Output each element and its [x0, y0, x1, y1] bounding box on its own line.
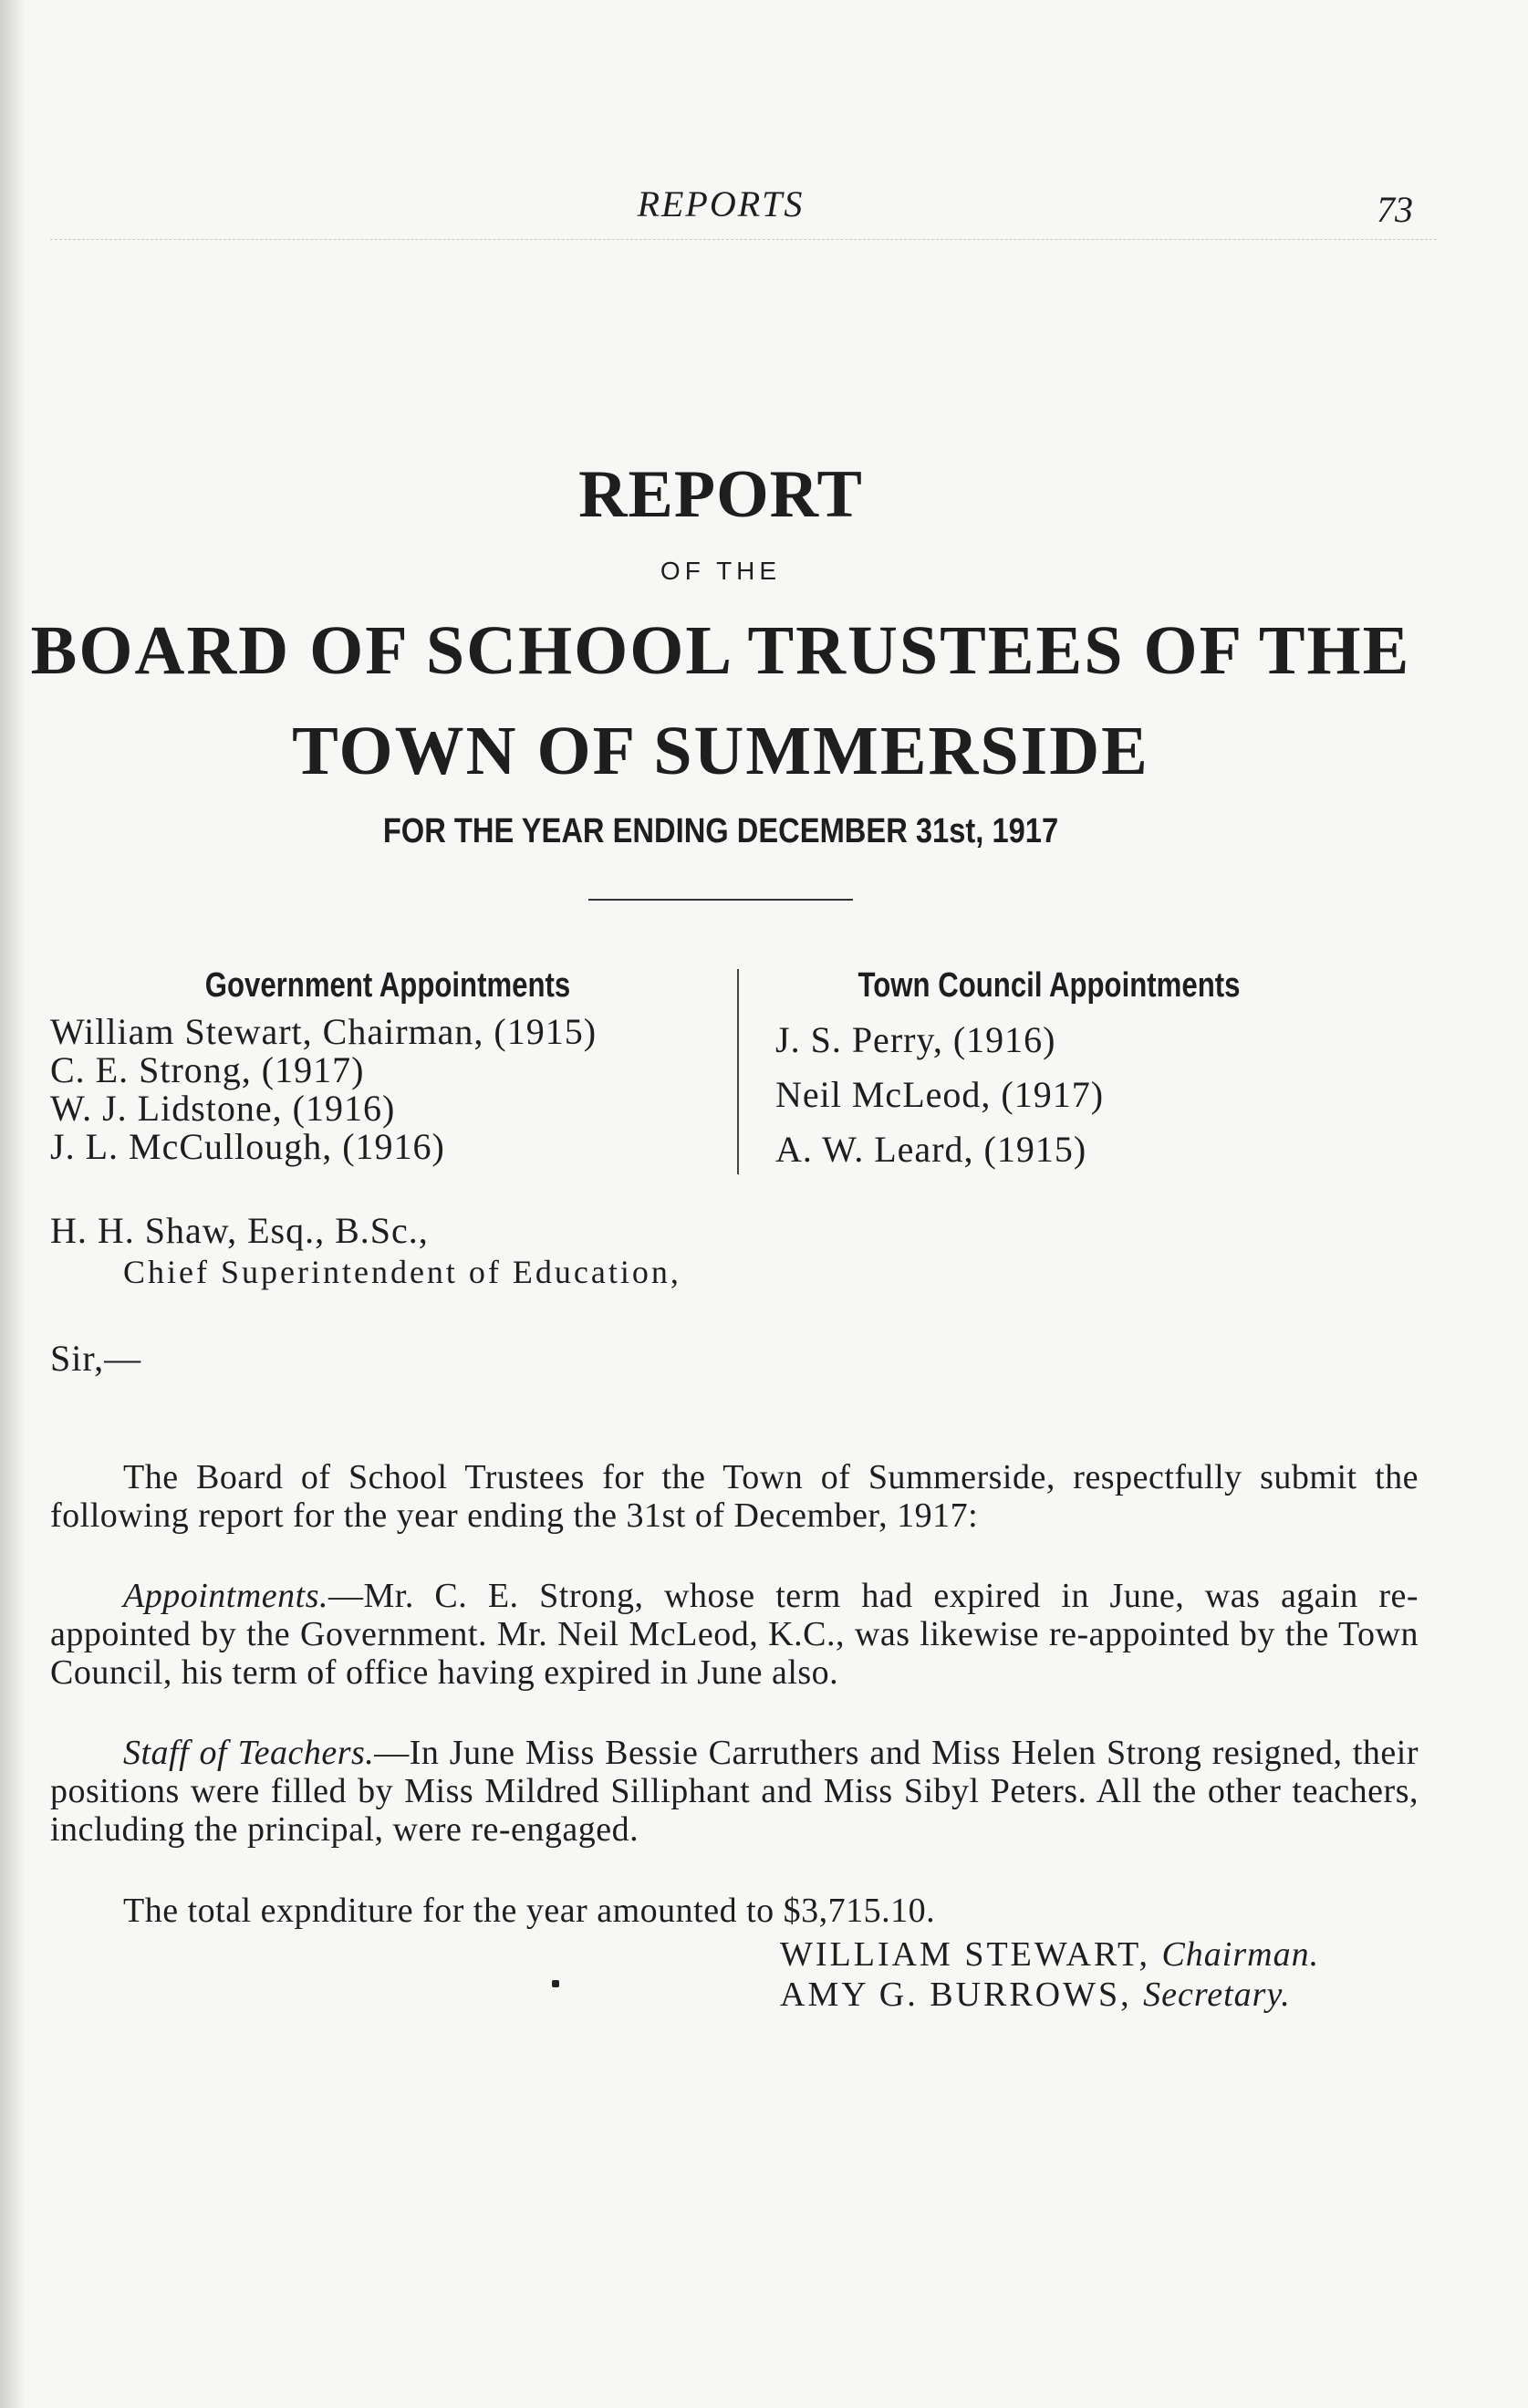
- paragraph-appointments: [50, 1577, 1419, 1692]
- running-title: REPORTS: [637, 183, 805, 224]
- addressee-name: H. H. Shaw, Esq., B.Sc.,: [50, 1210, 429, 1251]
- signature-chairman: [780, 1934, 1319, 1975]
- title-report: REPORT: [578, 457, 863, 532]
- ink-speck: [552, 1980, 559, 1987]
- government-member: J. L. McCullough, (1916): [50, 1126, 445, 1167]
- town-council-appointments: [775, 958, 1323, 1177]
- header-rule: [50, 239, 1437, 240]
- paragraph-staff: [50, 1734, 1419, 1849]
- signature-role: Secretary.: [1143, 1975, 1291, 2014]
- title-of-the: OF THE: [660, 557, 782, 585]
- page-number: 73: [1377, 189, 1413, 230]
- signature-name: AMY G. BURROWS,: [780, 1975, 1144, 2014]
- paragraph-lead: Staff of Teachers.: [123, 1734, 375, 1772]
- town-council-member: Neil McLeod, (1917): [775, 1074, 1105, 1115]
- column-divider: [737, 969, 739, 1174]
- running-head: [0, 182, 1528, 237]
- salutation: Sir,—: [50, 1338, 142, 1379]
- page-edge-shadow: [0, 0, 26, 2408]
- title-rule: [588, 899, 853, 901]
- government-heading: Government Appointments: [204, 966, 571, 1005]
- signature-secretary: [780, 1975, 1319, 2015]
- title-year: FOR THE YEAR ENDING DECEMBER 31st, 1917: [382, 812, 1059, 850]
- title-board: BOARD OF SCHOOL TRUSTEES OF THE: [30, 612, 1411, 689]
- title-town: TOWN OF SUMMERSIDE: [292, 713, 1149, 789]
- government-member: W. J. Lidstone, (1916): [50, 1088, 396, 1129]
- town-council-member: J. S. Perry, (1916): [775, 1019, 1056, 1060]
- government-appointments: [50, 958, 725, 1166]
- signature-role: Chairman.: [1161, 1935, 1320, 1974]
- paragraph-intro: The Board of School Trustees for the Town of Summerside, respectfully submit the following report for the year ending the 31st of December, 1917:: [50, 1458, 1419, 1535]
- government-member: C. E. Strong, (1917): [50, 1049, 365, 1090]
- addressee-title: Chief Superintendent of Education,: [123, 1254, 681, 1290]
- government-member: William Stewart, Chairman, (1915): [50, 1011, 598, 1052]
- paragraph-lead: Appointments.: [123, 1577, 328, 1615]
- paragraph-text: —Mr. C. E. Strong, whose term had expired in June, was again re-appointed by the Government. Mr. Neil McLeod, K.C., was likewise re-appointed by the Town Council, his term of office having expired in June also.: [50, 1577, 1419, 1692]
- paragraph-text: —In June Miss Bessie Carruthers and Miss Helen Strong resigned, their positions were filled by Miss Mildred Silliphant and Miss Sibyl Peters. All the other teachers, including the principal, were re-engaged.: [50, 1734, 1419, 1849]
- town-council-member: A. W. Leard, (1915): [775, 1129, 1087, 1170]
- town-council-heading: Town Council Appointments: [858, 966, 1241, 1005]
- paragraph-expenditure: The total expnditure for the year amounted to $3,715.10.: [123, 1892, 936, 1930]
- signatures: [780, 1934, 1319, 2015]
- signature-name: WILLIAM STEWART,: [780, 1935, 1162, 1974]
